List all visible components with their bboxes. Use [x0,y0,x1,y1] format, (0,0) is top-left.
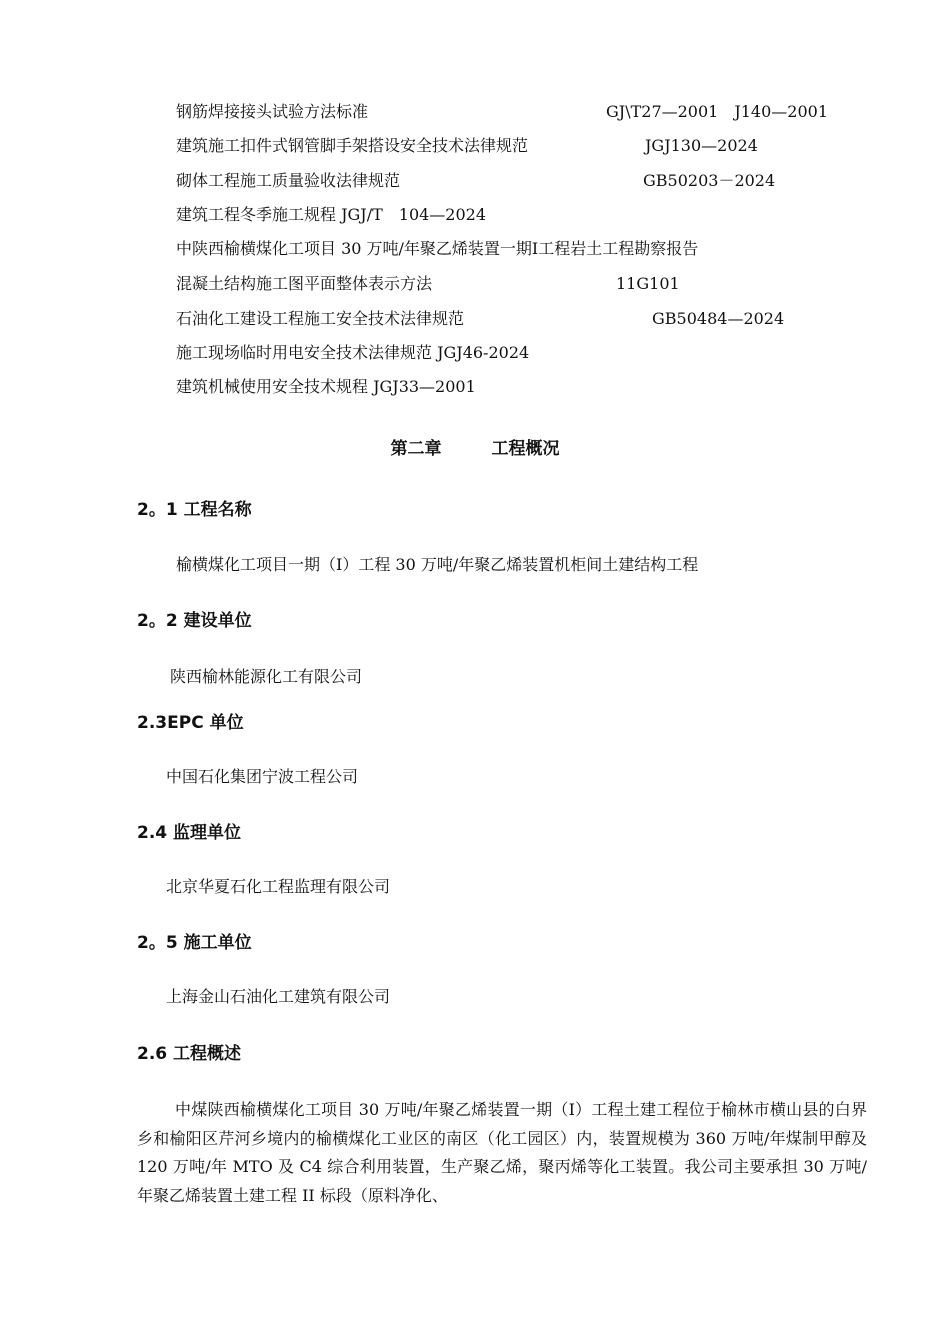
standard-code: JGJ130—2024 [645,136,758,155]
section-text: 中国石化集团宁波工程公司 [166,767,359,786]
standard-name: 砌体工程施工质量验收法律规范 [176,171,401,190]
section-heading: 2.4 监理单位 [137,823,242,843]
section-text: 榆横煤化工项目一期（I）工程 30 万吨/年聚乙烯装置机柜间土建结构工程 [176,555,699,574]
standard-item [176,343,529,363]
standard-item [176,274,432,294]
standard-name: 施工现场临时用电安全技术法律规范 JGJ46-2024 [176,343,530,362]
standard-name: 石油化工建设工程施工安全技术法律规范 [176,309,465,328]
standard-item [176,309,464,329]
standard-code: GB50203－2024 [643,171,776,190]
standard-item [176,136,528,156]
standard-name: 建筑机械使用安全技术规程 JGJ33—2001 [176,377,476,396]
section-text: 陕西榆林能源化工有限公司 [170,667,363,686]
section-heading: 2.6 工程概述 [137,1044,242,1064]
standard-item [176,171,400,191]
standard-name: 混凝土结构施工图平面整体表示方法 [176,274,433,293]
standard-name: 建筑施工扣件式钢管脚手架搭设安全技术法律规范 [176,136,529,155]
section-heading: 2。1 工程名称 [137,500,252,520]
section-heading: 2。2 建设单位 [137,611,252,631]
overview-paragraph: 中煤陕西榆横煤化工项目 30 万吨/年聚乙烯装置一期（I）工程土建工程位于榆林市横山县的白界乡和榆阳区芹河乡境内的榆横煤化工业区的南区（化工园区）内，装置规模为 360 万吨/年煤制甲醇及 120 万吨/年 MTO 及 C4 综合利用装置，生产聚乙烯，聚丙烯等化工装置。我公司主要承担 30 万吨/年聚乙烯装置土建工程 II 标段（原料净化、 [137,1100,867,1205]
section-heading: 2。5 施工单位 [137,933,252,953]
standard-code: GB50484—2024 [652,309,785,328]
chapter-title: 工程概况 [491,439,560,459]
standard-name: 建筑工程冬季施工规程 JGJ/T 104—2024 [176,205,487,224]
standard-item [176,239,698,259]
standard-code: 11G101 [616,274,680,293]
section-text: 北京华夏石化工程监理有限公司 [166,877,391,896]
section-text: 上海金山石油化工建筑有限公司 [166,987,391,1006]
section-heading: 2.3EPC 单位 [137,713,244,733]
standard-name: 中陕西榆横煤化工项目 30 万吨/年聚乙烯装置一期Ⅰ工程岩土工程勘察报告 [176,239,699,258]
chapter-number: 第二章 [390,439,442,459]
standard-item [176,377,476,397]
standard-item [176,205,486,225]
standard-code: GJ\T27—2001 J140—2001 [606,102,829,121]
standard-name: 钢筋焊接接头试验方法标准 [176,102,369,121]
chapter-heading [0,438,950,460]
standard-item [176,102,368,122]
